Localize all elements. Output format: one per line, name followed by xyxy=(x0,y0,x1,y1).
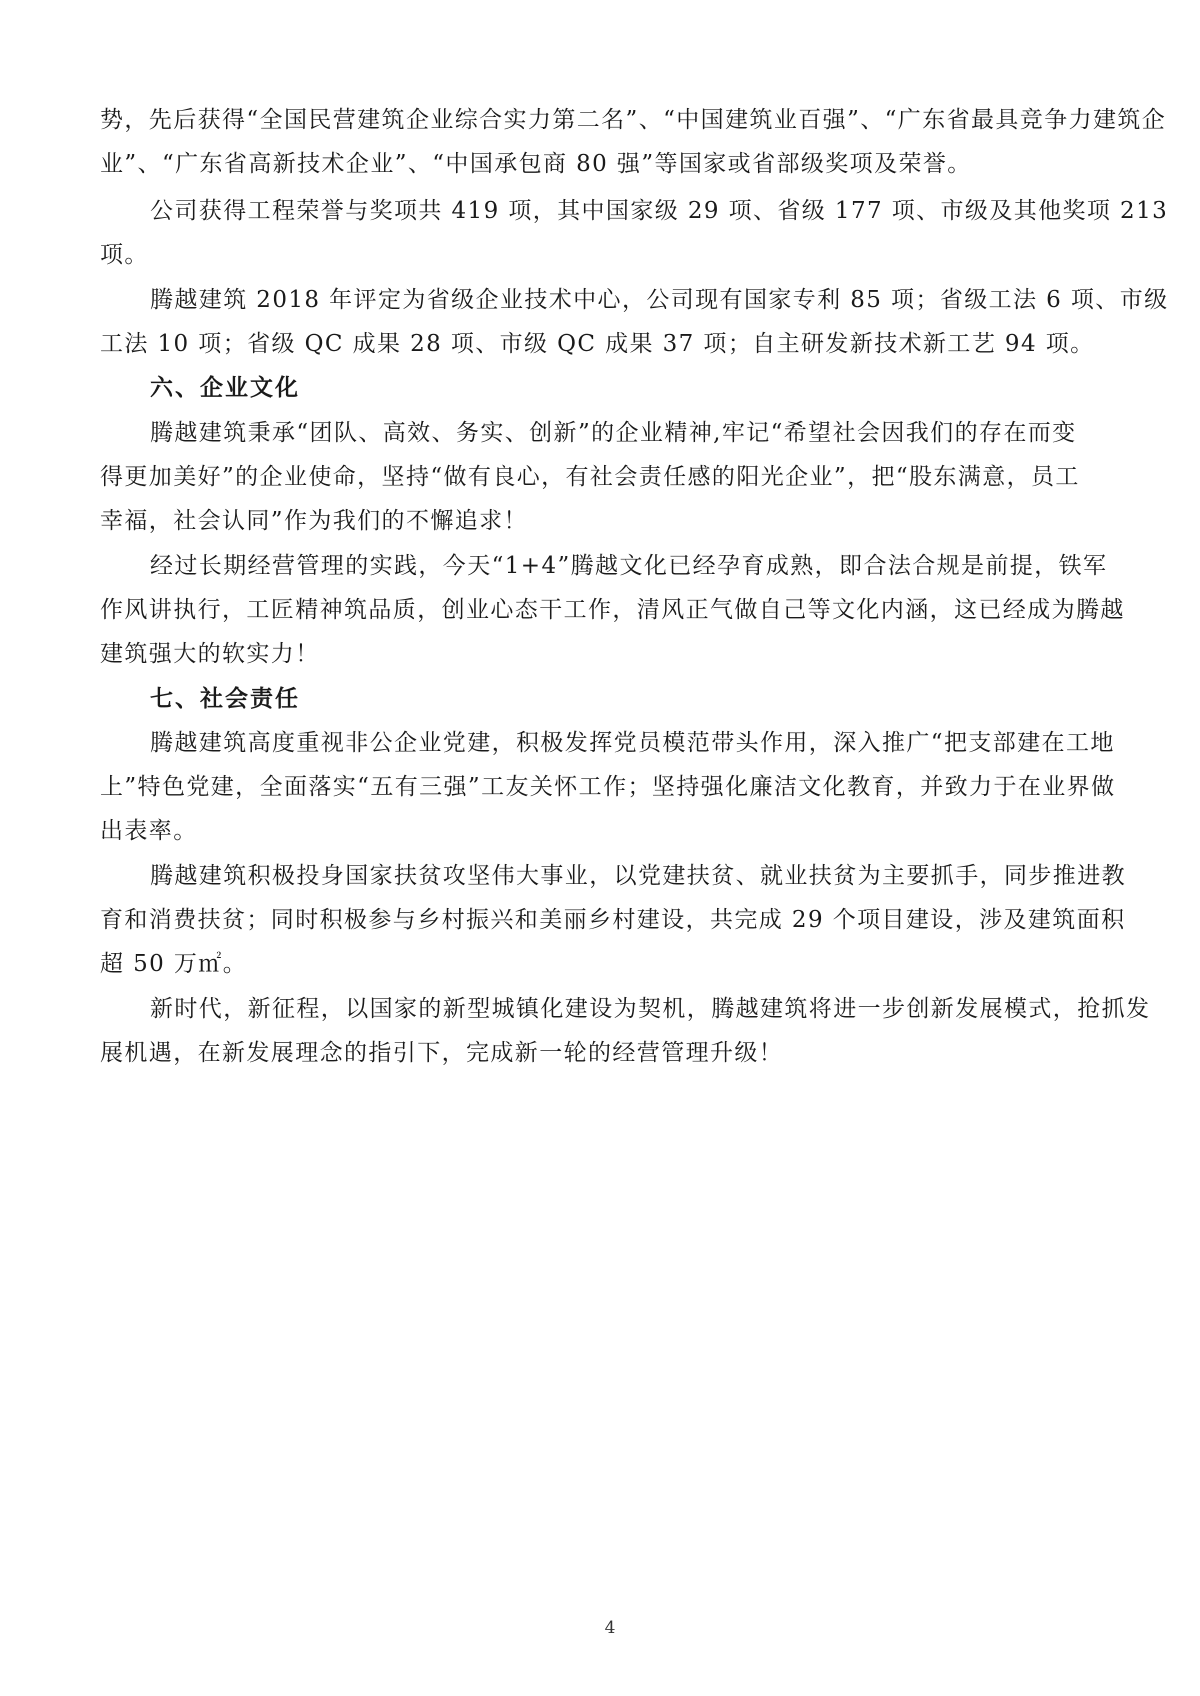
paragraph-line: 腾越建筑 2018 年评定为省级企业技术中心，公司现有国家专利 85 项；省级工法 6 项、市级 xyxy=(150,287,1169,313)
paragraph-line: 超 50 万㎡。 xyxy=(100,951,248,977)
paragraph-line: 展机遇，在新发展理念的指引下，完成新一轮的经营管理升级！ xyxy=(100,1040,784,1066)
paragraph-line: 工法 10 项；省级 QC 成果 28 项、市级 QC 成果 37 项；自主研发新技术新工艺 94 项。 xyxy=(100,331,1095,357)
section-heading-responsibility: 七、社会责任 xyxy=(150,686,300,712)
paragraph-line: 腾越建筑秉承“团队、高效、务实、创新”的企业精神,牢记“希望社会因我们的存在而变 xyxy=(150,420,1077,446)
paragraph-line: 出表率。 xyxy=(100,818,198,844)
paragraph-line: 建筑强大的软实力！ xyxy=(100,641,320,667)
paragraph-line: 作风讲执行，工匠精神筑品质，创业心态干工作，清风正气做自己等文化内涵，这已经成为腾越 xyxy=(100,597,1125,623)
document-page xyxy=(100,0,1169,1696)
paragraph-line: 腾越建筑高度重视非公企业党建，积极发挥党员模范带头作用，深入推广“把支部建在工地 xyxy=(150,730,1115,756)
paragraph-line: 育和消费扶贫；同时积极参与乡村振兴和美丽乡村建设，共完成 29 个项目建设，涉及建筑面积 xyxy=(100,907,1126,933)
paragraph-line: 势，先后获得“全国民营建筑企业综合实力第二名”、“中国建筑业百强”、“广东省最具竞争力建筑企 xyxy=(100,107,1167,133)
section-heading-culture: 六、企业文化 xyxy=(150,375,300,401)
paragraph-line: 公司获得工程荣誉与奖项共 419 项，其中国家级 29 项、省级 177 项、市级及其他奖项 213 xyxy=(150,198,1169,224)
paragraph-line: 新时代，新征程，以国家的新型城镇化建设为契机，腾越建筑将进一步创新发展模式，抢抓发 xyxy=(150,996,1151,1022)
paragraph-line: 项。 xyxy=(100,242,149,268)
paragraph-line: 上”特色党建，全面落实“五有三强”工友关怀工作；坚持强化廉洁文化教育，并致力于在业界做 xyxy=(100,774,1116,800)
paragraph-line: 腾越建筑积极投身国家扶贫攻坚伟大事业，以党建扶贫、就业扶贫为主要抓手，同步推进教 xyxy=(150,863,1126,889)
paragraph-line: 得更加美好”的企业使命，坚持“做有良心，有社会责任感的阳光企业”，把“股东满意，员工 xyxy=(100,464,1080,490)
paragraph-line: 经过长期经营管理的实践，今天“1+4”腾越文化已经孕育成熟，即合法合规是前提，铁军 xyxy=(150,553,1108,579)
paragraph-line: 幸福，社会认同”作为我们的不懈追求！ xyxy=(100,508,528,534)
page-number: 4 xyxy=(604,1618,616,1638)
paragraph-line: 业”、“广东省高新技术企业”、“中国承包商 80 强”等国家或省部级奖项及荣誉。 xyxy=(100,151,972,177)
